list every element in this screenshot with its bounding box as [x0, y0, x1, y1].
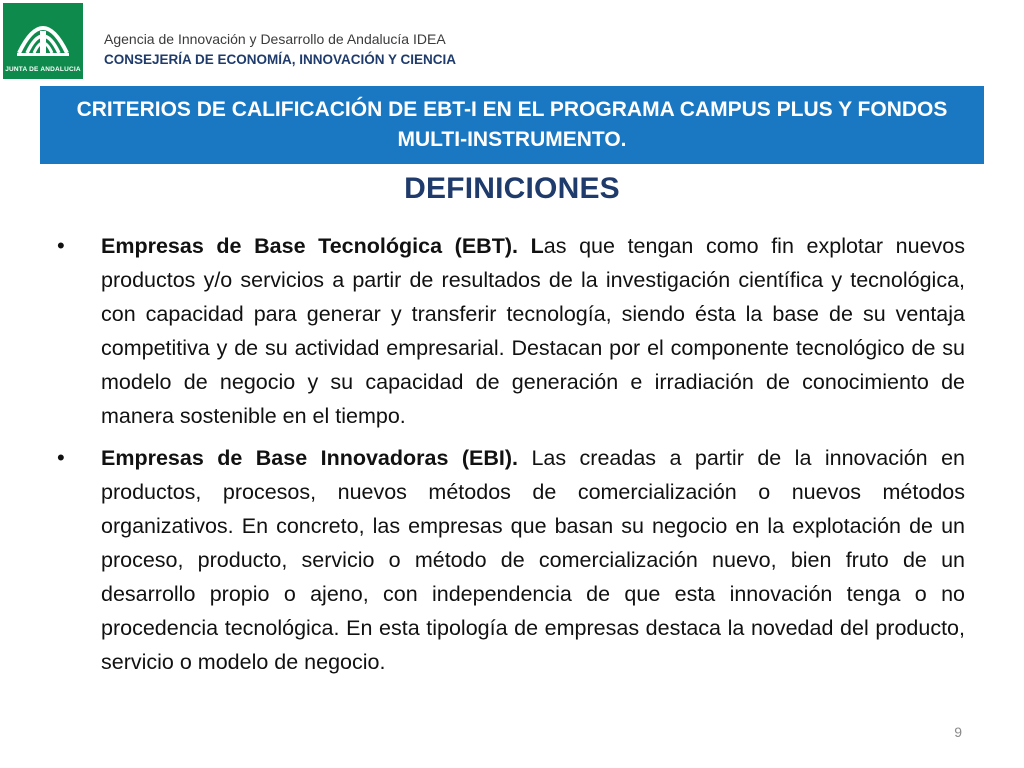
- agency-name: Agencia de Innovación y Desarrollo de Andalucía IDEA: [104, 31, 446, 47]
- definition-term: Empresas de Base Tecnológica (EBT). L: [101, 234, 544, 258]
- logo-caption: JUNTA DE ANDALUCIA: [5, 66, 81, 73]
- definitions-list: [57, 229, 965, 687]
- list-item: [57, 229, 965, 433]
- section-heading: DEFINICIONES: [404, 172, 620, 205]
- title-banner: [40, 86, 984, 164]
- junta-de-andalucia-logo: [3, 3, 83, 79]
- slide-title: CRITERIOS DE CALIFICACIÓN DE EBT-I EN EL PROGRAMA CAMPUS PLUS Y FONDOS MULTI-INSTRUMENTO.: [76, 98, 948, 151]
- list-item: [57, 441, 965, 679]
- definition-text: as que tengan como fin explotar nuevos productos y/o servicios a partir de resultados de la investigación científica y tecnológica, con capacidad para generar y transferir tecnología, siendo ésta la base de su ventaja competitiva y de su actividad empresarial. Destacan por el componente tecnológico de su modelo de negocio y su capacidad de generación e irradiación de conocimiento de manera sostenible en el tiempo.: [101, 234, 965, 428]
- ministry-name: CONSEJERÍA DE ECONOMÍA, INNOVACIÓN Y CIENCIA: [104, 52, 457, 67]
- page-number: 9: [954, 724, 962, 740]
- arch-emblem-icon: [13, 9, 73, 59]
- definition-text: Las creadas a partir de la innovación en productos, procesos, nuevos métodos de comercialización o nuevos métodos organizativos. En concreto, las empresas que basan su negocio en la explotación de un proceso, producto, servicio o método de comercialización nuevo, bien fruto de un desarrollo propio o ajeno, con independencia de que esta innovación tenga o no procedencia tecnológica. En esta tipología de empresas destaca la novedad del producto, servicio o modelo de negocio.: [101, 446, 965, 674]
- bullet-icon: •: [57, 233, 65, 258]
- bullet-icon: •: [57, 445, 65, 470]
- definition-term: Empresas de Base Innovadoras (EBI).: [101, 446, 519, 470]
